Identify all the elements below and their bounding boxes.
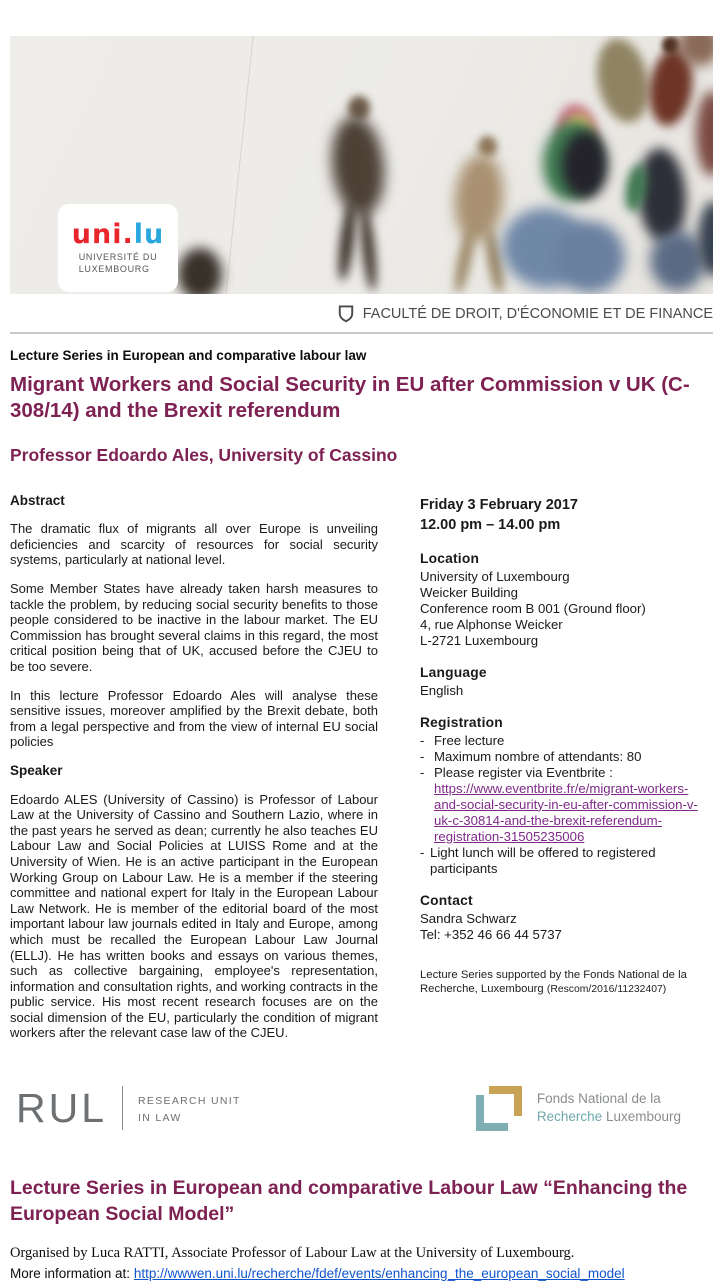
content-columns [10, 493, 713, 1054]
fnr-logo [476, 1086, 681, 1132]
eventbrite-link[interactable]: https://www.eventbrite.fr/e/migrant-workers-and-social-security-in-eu-after-commission-v-uk-c-30814-and-the-brexit-referendum-registration-31505235006 [434, 780, 698, 844]
more-info-link[interactable]: http://wwwen.uni.lu/recherche/fdef/events/enhancing_the_european_social_model [133, 1265, 625, 1281]
fnr-label: Fonds National de la Recherche Luxembourg [536, 1091, 681, 1125]
registration-heading: Registration [420, 714, 503, 730]
blurred-person [327, 114, 389, 219]
language-block [420, 665, 713, 699]
contact-tel: Tel: +352 46 66 44 5737 [420, 926, 562, 942]
banner-photo [10, 36, 713, 294]
abstract-paragraph-3: In this lecture Professor Edoardo Ales will analyse these sensitive issues, moreover amplified by the Brexit debate, both from a legal perspective and from the view of internal EU social policies [10, 687, 378, 750]
blurred-person [451, 225, 478, 294]
registration-item: - Light lunch will be offered to registered participants [420, 844, 656, 876]
event-time: 12.00 pm – 14.00 pm [420, 516, 561, 533]
registration-item: - Maximum nombre of attendants: 80 [420, 748, 642, 764]
flyer-page [0, 36, 723, 1281]
registration-block [420, 715, 713, 877]
grant-reference: (Rescom/2016/11232407) [546, 984, 667, 996]
rul-acronym: RUL [16, 1085, 108, 1132]
speaker-bio: Edoardo ALES (University of Cassino) is Professor of Labour Law at the University of Cassino and Southern Lazio, where in the past years he served as dean; currently he also teaches EU Labour Law and Social Policies at LUISS Rome and at the University of Wien. He is an active participant in the European Working Group on Labour Law. He is a member if the steering committee and national expert for Italy in the European Labour Law Network. He is member of the editorial board of the most important labour law journals edited in Italy and Europe, among which must be recalled the European Labour Law Journal (ELLJ). He has written books and essays on various themes, such as collective bargaining, employee's representation, information and consultation rights, and working contracts in the public service. His most recent research focuses are on the social dimension of the EU, particularly the condition of migrant workers after the relevant case law of the CJEU. [10, 791, 378, 1041]
location-heading: Location [420, 550, 480, 566]
language-heading: Language [420, 664, 487, 680]
abstract-column [10, 493, 378, 1054]
blurred-person [451, 152, 506, 244]
logos-row [10, 1086, 713, 1132]
abstract-paragraph-1: The dramatic flux of migrants all over Europe is unveiling deficiencies and scarcity of resources for social security systems, particularly at national level. [10, 521, 378, 568]
floor-crack-line [223, 36, 254, 294]
rul-divider [122, 1086, 123, 1130]
faculty-label: FACULTÉ DE DROIT, D'ÉCONOMIE ET DE FINANCE [362, 306, 713, 322]
event-date: Friday 3 February 2017 [420, 496, 578, 513]
series-label: Lecture Series in European and comparative labour law [10, 348, 367, 363]
unilu-wordmark [71, 218, 165, 250]
blurred-person [178, 248, 222, 294]
location-line: University of Luxembourg [420, 568, 570, 584]
blurred-person [335, 200, 359, 281]
unilu-logo [58, 204, 178, 292]
unilu-dot: . [122, 218, 134, 250]
speaker-heading: Speaker [10, 762, 63, 778]
contact-heading: Contact [420, 892, 473, 908]
divider-line [10, 332, 713, 334]
location-line: L-2721 Luxembourg [420, 632, 539, 648]
registration-item: - Please register via Eventbrite : [420, 764, 613, 780]
details-column [420, 495, 713, 1054]
organised-by-line: Organised by Luca RATTI, Associate Professor of Labour Law at the University of Luxembourg. [10, 1244, 575, 1261]
speaker-title: Professor Edoardo Ales, University of Cassino [10, 444, 398, 465]
footer-series-title: Lecture Series in European and comparative Labour Law “Enhancing the European Social Model” [10, 1177, 688, 1225]
language-value: English [420, 682, 464, 698]
fnr-mark-icon [476, 1086, 524, 1132]
location-line: Conference room B 001 (Ground floor) [420, 600, 646, 616]
faculty-banner [10, 305, 713, 323]
page-title: Migrant Workers and Social Security in EU after Commission v UK (C-308/14) and the Brexit referendum [10, 373, 690, 422]
abstract-heading: Abstract [10, 492, 65, 508]
contact-name: Sandra Schwarz [420, 910, 517, 926]
blurred-person [358, 206, 380, 292]
shield-icon [338, 305, 354, 323]
abstract-paragraph-2: Some Member States have already taken harsh measures to tackle the problem, by reducing social security benefits to those people considered to be inactive in the labour market. The EU Commission has brought several claims in this regard, the most critical position being that of UK, accused before the CJEU to be too severe. [10, 581, 378, 674]
location-line: 4, rue Alphonse Weicker [420, 616, 563, 632]
unilu-uni: uni [71, 218, 123, 250]
more-info-line [10, 1266, 713, 1281]
blurred-person [696, 91, 713, 176]
registration-item: - Free lecture [420, 732, 505, 748]
rul-logo [16, 1086, 241, 1130]
more-info-label: More information at: [10, 1265, 134, 1281]
unilu-subtitle: UNIVERSITÉ DU LUXEMBOURG [78, 251, 158, 274]
supported-by-note: Lecture Series supported by the Fonds National de la Recherche, Luxembourg (Rescom/2016/11232407) [420, 968, 687, 996]
rul-label: RESEARCH UNIT IN LAW [138, 1095, 241, 1124]
blurred-person [562, 131, 608, 199]
location-line: Weicker Building [420, 584, 518, 600]
contact-block [420, 893, 713, 943]
location-block [420, 551, 713, 649]
blurred-person [650, 231, 705, 291]
blurred-person [590, 36, 657, 127]
unilu-lu: lu [133, 218, 165, 250]
